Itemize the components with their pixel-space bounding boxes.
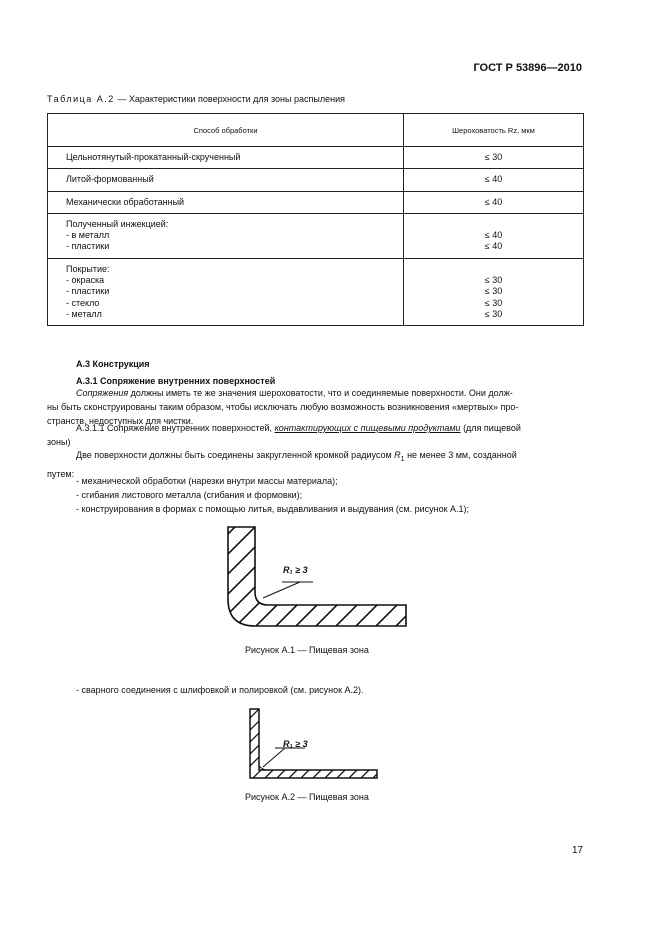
method-text: Полученный инжекцией: (66, 218, 169, 229)
paragraph-text: путем: (47, 468, 75, 479)
figure-a2-diagram (245, 706, 385, 782)
table-header-method: Способ обработки (48, 114, 404, 147)
paragraph-text: А.3.1.1 Сопряжение внутренних поверхностей, (76, 423, 275, 433)
surface-table (47, 113, 584, 326)
roughness-value: ≤ 40 (484, 174, 503, 185)
radius-subscript: 1 (400, 455, 405, 463)
roughness-value: ≤ 30 (484, 308, 503, 319)
roughness-value: ≤ 30 (484, 152, 503, 162)
roughness-value (404, 219, 583, 230)
roughness-value (404, 264, 583, 275)
paragraph-text: ны быть сконструированы таким образом, чтобы исключать любую возможность возникновения «мертвых» про- (47, 402, 519, 412)
method-text: - стекло (66, 297, 100, 308)
paragraph-text: не менее 3 мм, созданной (404, 450, 517, 460)
roughness-value: ≤ 40 (484, 196, 503, 207)
figure-a1-caption: Рисунок А.1 — Пищевая зона (245, 645, 369, 655)
page-number: 17 (572, 845, 584, 856)
paragraph-a311 (47, 421, 584, 449)
method-text: Покрытие: (66, 263, 110, 274)
figure-a2-label: R₁ ≥ 3 (283, 739, 308, 749)
paragraph-text: Две поверхности должны быть соединены закругленной кромкой радиусом (76, 450, 395, 460)
figure-a1-label: R₁ ≥ 3 (283, 565, 308, 575)
paragraph-text: (для пищевой (460, 423, 521, 433)
list-item: - сварного соединения с шлифовкой и полировкой (см. рисунок А.2). (76, 685, 364, 695)
method-text: Механически обработанный (66, 196, 185, 207)
table-caption-label: Таблица А.2 (47, 94, 115, 104)
paragraph-text: странств, недоступных для чистки. (47, 416, 194, 426)
method-text: - пластики (66, 241, 110, 252)
figure-a2-caption: Рисунок А.2 — Пищевая зона (245, 792, 369, 802)
roughness-value: ≤ 40 (484, 241, 503, 252)
italic-term: Сопряжения (76, 388, 129, 398)
standard-number: ГОСТ Р 53896—2010 (473, 62, 582, 74)
table-row (48, 258, 584, 325)
method-text: Литой-формованный (66, 174, 154, 185)
table-caption (47, 94, 345, 104)
roughness-value: ≤ 30 (484, 275, 503, 286)
table-row (48, 213, 584, 258)
paragraph-text: должны иметь те же значения шероховатости, что и соединяемые поверхности. Они долж- (128, 388, 513, 398)
roughness-value: ≤ 30 (484, 297, 503, 308)
list-item: - конструирования в формах с помощью литья, выдавливания и выдувания (см. рисунок А.1); (76, 504, 470, 514)
method-text: - в металл (66, 230, 110, 241)
method-text: Цельнотянутый-прокатанный-скрученный (66, 152, 241, 162)
roughness-value: ≤ 30 (484, 286, 503, 297)
table-row (48, 169, 584, 191)
table-row (48, 191, 584, 213)
list-item: - механической обработки (нарезки внутри массы материала); (76, 476, 338, 486)
table-header-roughness: Шероховатость Rz, мкм (404, 114, 584, 147)
method-text: - металл (66, 308, 102, 319)
radius-symbol: R (394, 450, 401, 460)
figure-a1-diagram (220, 522, 420, 637)
paragraph-text: зоны) (47, 437, 71, 447)
method-text: - окраска (66, 275, 105, 286)
bullet-list (76, 474, 469, 516)
underlined-term: контактирующих с пищевыми продуктами (274, 423, 461, 433)
roughness-value: ≤ 40 (484, 230, 503, 241)
section-a31-title: А.3.1 Сопряжение внутренних поверхностей (76, 376, 276, 386)
list-item: - сгибания листового металла (сгибания и формовки); (76, 490, 303, 500)
table-row (48, 147, 584, 169)
method-text: - пластики (66, 286, 110, 297)
table-caption-text: — Характеристики поверхности для зоны распыления (114, 94, 345, 104)
section-a3-title: А.3 Конструкция (76, 359, 150, 369)
